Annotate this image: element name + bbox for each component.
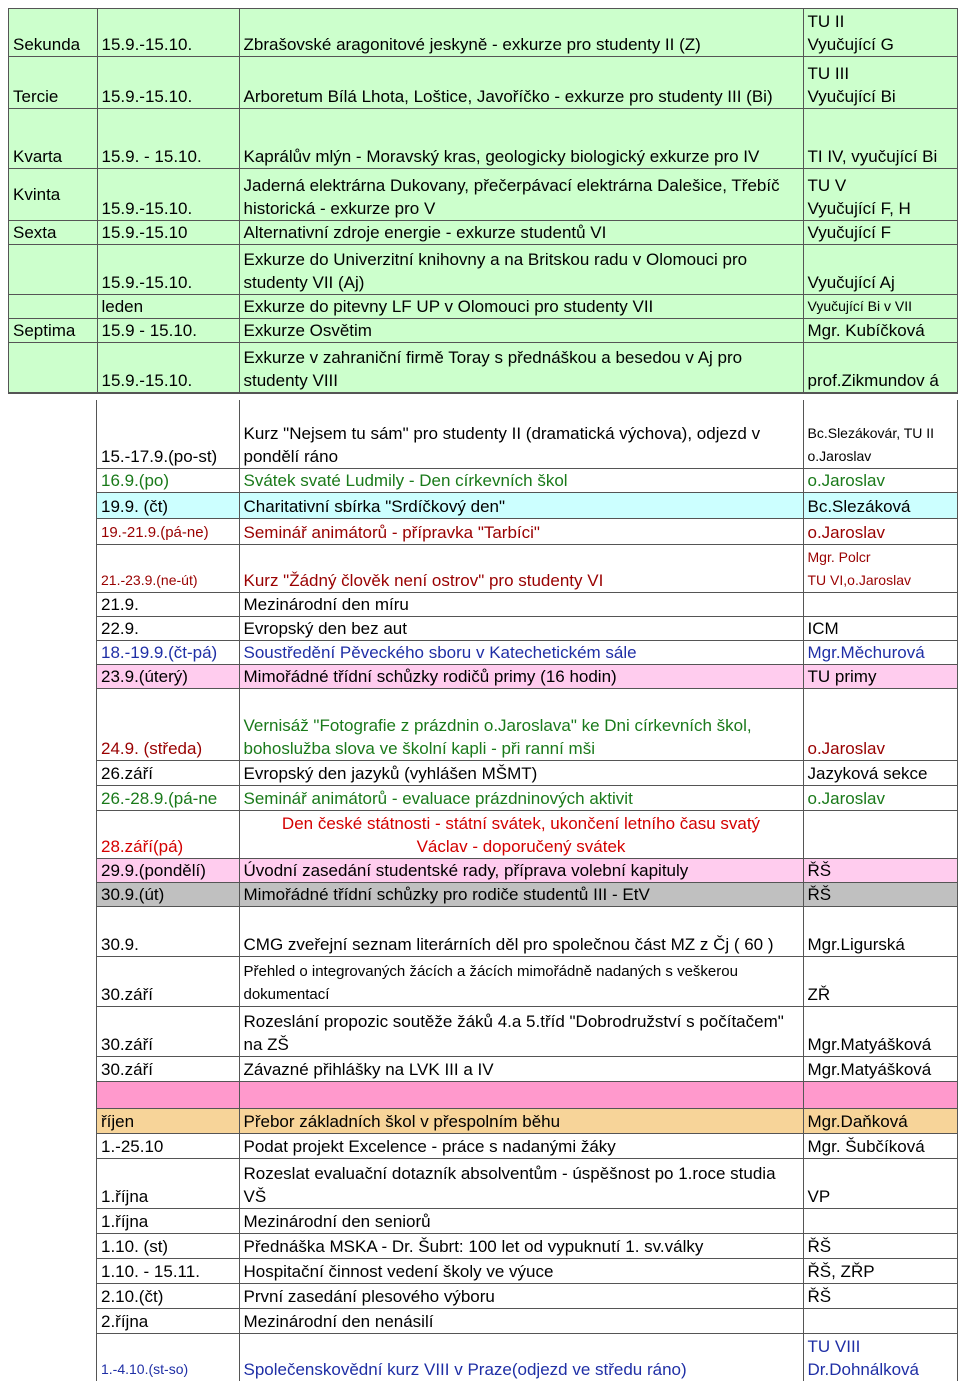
responsible-cell: ŘŠ — [803, 1233, 957, 1258]
event-cell: Seminář animátorů - přípravka "Tarbíci" — [239, 518, 803, 544]
date-cell: 29.9.(pondělí) — [97, 858, 239, 882]
date-cell: 15.9.-15.10. — [97, 56, 239, 108]
date-cell: 30.9. — [97, 906, 239, 956]
date-cell: 1.října — [97, 1158, 239, 1208]
responsible-cell: Bc.Slezáková — [803, 492, 957, 518]
table-row — [97, 1258, 957, 1283]
responsible-cell: Mgr. Šubčíková — [803, 1133, 957, 1158]
date-cell: 1.-25.10 — [97, 1133, 239, 1158]
responsible-cell: o.Jaroslav — [803, 468, 957, 492]
event-cell: Mezinárodní den míru — [239, 592, 803, 616]
responsible-cell: o.Jaroslav — [803, 785, 957, 810]
date-cell: 15.9.-15.10. — [97, 9, 239, 56]
responsible-cell: TI IV, vyučující Bi — [803, 108, 957, 168]
responsible-cell: ŘŠ, ZŘP — [803, 1258, 957, 1283]
responsible-cell: Vyučující Bi v VII — [803, 294, 957, 318]
date-cell: říjen — [97, 1108, 239, 1133]
class-cell: Kvarta — [9, 108, 97, 168]
date-cell — [97, 688, 239, 712]
class-excursions-table — [8, 8, 958, 394]
date-cell — [97, 1081, 239, 1108]
responsible-cell: Vyučující Aj — [803, 244, 957, 294]
responsible-cell: Mgr.Matyášková — [803, 1006, 957, 1056]
date-cell: 1.10. (st) — [97, 1233, 239, 1258]
event-cell: Arboretum Bílá Lhota, Loštice, Javoříčko - exkurze pro studenty III (Bi) — [239, 56, 803, 108]
date-cell: 26.září — [97, 760, 239, 785]
event-cell: Seminář animátorů - evaluace prázdninových aktivit — [239, 785, 803, 810]
event-cell: Přebor základních škol v přespolním běhu — [239, 1108, 803, 1133]
event-cell: Evropský den jazyků (vyhlášen MŠMT) — [239, 760, 803, 785]
table-row — [97, 1208, 957, 1233]
event-cell: První zasedání plesového výboru — [239, 1283, 803, 1308]
table-row — [97, 616, 957, 640]
date-cell: 21.9. — [97, 592, 239, 616]
date-cell: 2.10.(čt) — [97, 1283, 239, 1308]
responsible-cell: Mgr.Matyášková — [803, 1056, 957, 1081]
date-cell: 19.9. (čt) — [97, 492, 239, 518]
responsible-cell: Jazyková sekce — [803, 760, 957, 785]
event-cell: Rozeslat evaluační dotazník absolventům - úspěšnost po 1.roce studia VŠ — [239, 1158, 803, 1208]
date-cell: 30.září — [97, 1056, 239, 1081]
event-cell: CMG zveřejní seznam literárních děl pro společnou část MZ z Čj ( 60 ) — [239, 906, 803, 956]
responsible-cell: ŘŠ — [803, 882, 957, 906]
date-cell: 1.10. - 15.11. — [97, 1258, 239, 1283]
table-row — [9, 108, 957, 168]
class-cell: Sexta — [9, 220, 97, 244]
date-cell: 26.-28.9.(pá-ne — [97, 785, 239, 810]
table-row — [97, 592, 957, 616]
table-row — [9, 342, 957, 392]
date-cell: 30.9.(út) — [97, 882, 239, 906]
responsible-cell: Mgr. Kubíčková — [803, 318, 957, 342]
event-cell: Kurz "Žádný člověk není ostrov" pro studenty VI — [239, 544, 803, 592]
table-row — [97, 664, 957, 688]
date-cell: 22.9. — [97, 616, 239, 640]
table-row — [9, 9, 957, 56]
event-cell: Alternativní zdroje energie - exkurze studentů VI — [239, 220, 803, 244]
class-cell — [9, 342, 97, 392]
class-cell — [9, 294, 97, 318]
responsible-cell — [803, 810, 957, 858]
event-cell: Rozeslání propozic soutěže žáků 4.a 5.tříd "Dobrodružství s počítačem" na ZŠ — [239, 1006, 803, 1056]
event-cell: Evropský den bez aut — [239, 616, 803, 640]
table-row — [97, 712, 957, 760]
date-cell: 16.9.(po) — [97, 468, 239, 492]
event-cell: Charitativní sbírka "Srdíčkový den" — [239, 492, 803, 518]
table-row — [97, 492, 957, 518]
date-cell: 30.září — [97, 956, 239, 1006]
date-cell: leden — [97, 294, 239, 318]
responsible-cell: prof.Zikmundov á — [803, 342, 957, 392]
event-cell: Svátek svaté Ludmily - Den církevních škol — [239, 468, 803, 492]
school-events-table — [96, 400, 957, 1381]
event-cell: Úvodní zasedání studentské rady, příprava volební kapituly — [239, 858, 803, 882]
event-cell: Soustředění Pěveckého sboru v Katechetickém sále — [239, 640, 803, 664]
event-cell: Kurz "Nejsem tu sám" pro studenty II (dramatická výchova), odjezd v pondělí ráno — [239, 400, 803, 468]
table-row — [97, 468, 957, 492]
date-cell: 21.-23.9.(ne-út) — [97, 544, 239, 592]
table-row — [9, 318, 957, 342]
class-cell: Septima — [9, 318, 97, 342]
responsible-cell: Mgr.Daňková — [803, 1108, 957, 1133]
table-row — [97, 1158, 957, 1208]
responsible-cell: o.Jaroslav — [803, 518, 957, 544]
class-cell: Sekunda — [9, 9, 97, 56]
date-cell: 15.9.-15.10. — [97, 342, 239, 392]
responsible-cell: ICM — [803, 616, 957, 640]
responsible-cell: Mgr. Polcr TU VI,o.Jaroslav — [803, 544, 957, 592]
responsible-cell: Mgr.Měchurová — [803, 640, 957, 664]
date-cell: 15.9 - 15.10. — [97, 318, 239, 342]
event-cell: Společenskovědní kurz VIII v Praze(odjezd ve středu ráno) — [239, 1333, 803, 1381]
event-cell: Jaderná elektrárna Dukovany, přečerpávací elektrárna Dalešice, Třebíč historická - exkurze pro V — [239, 168, 803, 220]
responsible-cell: TU III Vyučující Bi — [803, 56, 957, 108]
event-cell: Přednáška MSKA - Dr. Šubrt: 100 let od vypuknutí 1. sv.války — [239, 1233, 803, 1258]
table-row — [9, 244, 957, 294]
date-cell: 1.října — [97, 1208, 239, 1233]
event-cell — [239, 1081, 803, 1108]
table-row — [97, 1283, 957, 1308]
event-cell: Exkurze Osvětim — [239, 318, 803, 342]
event-cell: Zbrašovské aragonitové jeskyně - exkurze pro studenty II (Z) — [239, 9, 803, 56]
table-row — [97, 858, 957, 882]
date-cell: 19.-21.9.(pá-ne) — [97, 518, 239, 544]
responsible-cell: Mgr.Ligurská — [803, 906, 957, 956]
table-row — [97, 518, 957, 544]
table-row — [97, 882, 957, 906]
responsible-cell: TU VIII Dr.Dohnálková — [803, 1333, 957, 1381]
date-cell: 15.9. - 15.10. — [97, 108, 239, 168]
table-row — [97, 1333, 957, 1381]
event-cell: Mimořádné třídní schůzky rodičů primy (16 hodin) — [239, 664, 803, 688]
responsible-cell: TU primy — [803, 664, 957, 688]
responsible-cell: o.Jaroslav — [803, 712, 957, 760]
event-cell: Kaprálův mlýn - Moravský kras, geologicky biologický exkurze pro IV — [239, 108, 803, 168]
event-cell: Přehled o integrovaných žácích a žácích mimořádně nadaných s veškerou dokumentací — [239, 956, 803, 1006]
date-cell: 18.-19.9.(čt-pá) — [97, 640, 239, 664]
event-cell: Mezinárodní den nenásilí — [239, 1308, 803, 1333]
responsible-cell: Vyučující F — [803, 220, 957, 244]
event-cell: Exkurze do pitevny LF UP v Olomouci pro studenty VII — [239, 294, 803, 318]
date-cell: 24.9. (středa) — [97, 712, 239, 760]
responsible-cell — [803, 688, 957, 712]
table-row — [97, 1056, 957, 1081]
responsible-cell: ŘŠ — [803, 858, 957, 882]
table-row — [97, 1108, 957, 1133]
responsible-cell: TU II Vyučující G — [803, 9, 957, 56]
event-cell: Podat projekt Excelence - práce s nadanými žáky — [239, 1133, 803, 1158]
table-row — [9, 294, 957, 318]
date-cell: 28.září(pá) — [97, 810, 239, 858]
event-cell: Exkurze do Univerzitní knihovny a na Britskou radu v Olomouci pro studenty VII (Aj) — [239, 244, 803, 294]
table-row — [97, 544, 957, 592]
table-row — [9, 56, 957, 108]
event-cell: Mezinárodní den seniorů — [239, 1208, 803, 1233]
date-cell: 1.-4.10.(st-so) — [97, 1333, 239, 1381]
date-cell: 15.9.-15.10 — [97, 220, 239, 244]
table-row — [97, 906, 957, 956]
responsible-cell: TU V Vyučující F, H — [803, 168, 957, 220]
table-row — [9, 220, 957, 244]
table-row — [97, 956, 957, 1006]
table-row — [97, 785, 957, 810]
table-row — [97, 1006, 957, 1056]
event-cell: Exkurze v zahraniční firmě Toray s přednáškou a besedou v Aj pro studenty VIII — [239, 342, 803, 392]
responsible-cell — [803, 1081, 957, 1108]
responsible-cell — [803, 592, 957, 616]
responsible-cell: ZŘ — [803, 956, 957, 1006]
table-row — [97, 1081, 957, 1108]
date-cell: 15.9.-15.10. — [97, 244, 239, 294]
event-cell: Hospitační činnost vedení školy ve výuce — [239, 1258, 803, 1283]
responsible-cell: ŘŠ — [803, 1283, 957, 1308]
event-cell — [239, 688, 803, 712]
class-cell: Kvinta — [9, 168, 97, 220]
date-cell: 2.října — [97, 1308, 239, 1333]
table-row — [97, 1308, 957, 1333]
table-row — [97, 1233, 957, 1258]
table-row — [97, 400, 957, 468]
date-cell: 30.září — [97, 1006, 239, 1056]
class-cell: Tercie — [9, 56, 97, 108]
table-row — [97, 688, 957, 712]
date-cell: 15.9.-15.10. — [97, 168, 239, 220]
table-row — [97, 640, 957, 664]
table-row — [97, 760, 957, 785]
responsible-cell: VP — [803, 1158, 957, 1208]
date-cell: 15.-17.9.(po-st) — [97, 400, 239, 468]
event-cell: Den české státnosti - státní svátek, ukončení letního času svatý Václav - doporučený svátek — [239, 810, 803, 858]
event-cell: Mimořádné třídní schůzky pro rodiče studentů III - EtV — [239, 882, 803, 906]
table-row — [97, 1133, 957, 1158]
event-cell: Vernisáž "Fotografie z prázdnin o.Jaroslava" ke Dni církevních škol, bohoslužba slova ve školní kapli - při ranní mši — [239, 712, 803, 760]
date-cell: 23.9.(úterý) — [97, 664, 239, 688]
event-cell: Závazné přihlášky na LVK III a IV — [239, 1056, 803, 1081]
responsible-cell — [803, 1208, 957, 1233]
responsible-cell: Bc.Slezákovár, TU II o.Jaroslav — [803, 400, 957, 468]
table-row — [97, 810, 957, 858]
table-row — [9, 168, 957, 220]
responsible-cell — [803, 1308, 957, 1333]
class-cell — [9, 244, 97, 294]
